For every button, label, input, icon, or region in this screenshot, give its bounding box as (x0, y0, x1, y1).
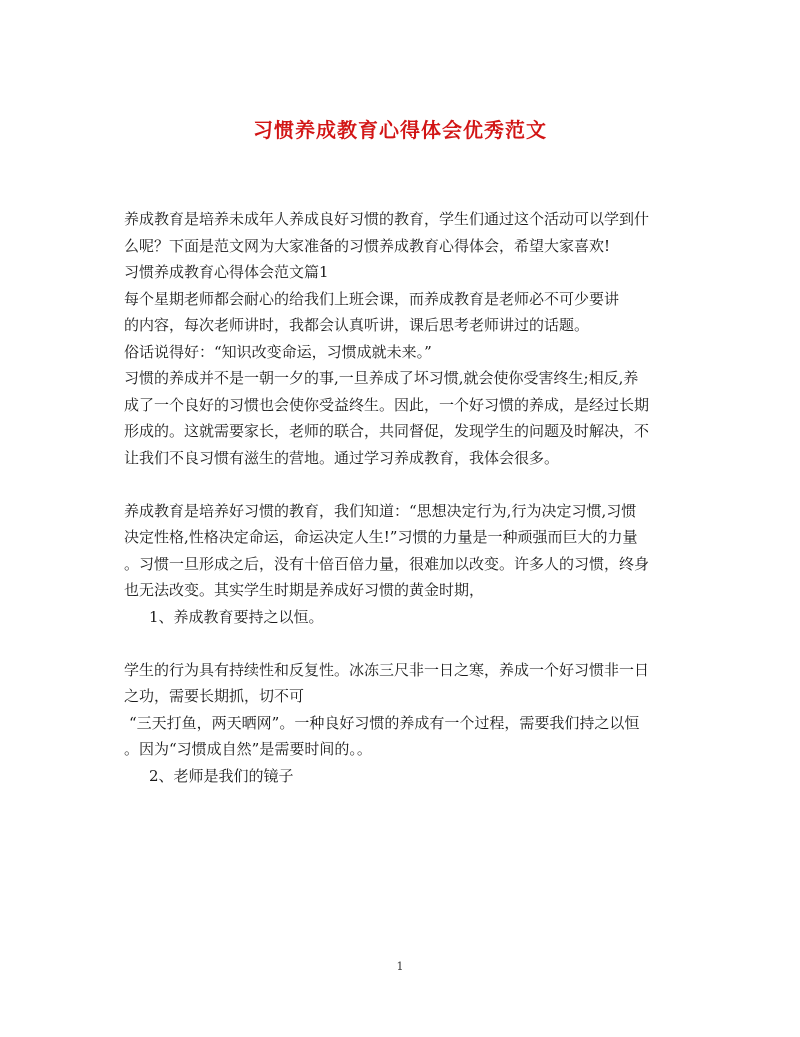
page-number: 1 (396, 960, 404, 973)
numbered-heading: 2、老师是我们的镜子 (149, 766, 294, 785)
paragraph-line: 让我们不良习惯有滋生的营地。通过学习养成教育，我体会很多。 (124, 448, 560, 467)
paragraph-gap (124, 630, 676, 657)
section-heading: 习惯养成教育心得体会范文篇1 (124, 263, 329, 281)
paragraph-line: 成了一个良好的习惯也会使你受益终生。因此，一个好习惯的养成，是经过长期 (124, 395, 650, 414)
paragraph-line: 形成的。这就需要家长，老师的联合，共同督促，发现学生的问题及时解决，不 (124, 422, 650, 440)
numbered-heading: 1、养成教育要持之以恒。 (149, 607, 324, 626)
paragraph-line: 每个星期老师都会耐心的给我们上班会课，而养成教育是老师必不可少要讲 (124, 289, 620, 308)
paragraph-line: “三天打鱼，两天晒网”。一种良好习惯的养成有一个过程，需要我们持之以恒 (129, 713, 640, 732)
paragraph-gap (124, 471, 676, 498)
paragraph-line: 。习惯一旦形成之后，没有十倍百倍力量，很难加以改变。许多人的习惯，终身 (124, 554, 650, 573)
paragraph-line: 。因为“习惯成自然”是需要时间的。。 (124, 740, 372, 758)
paragraph-line: 的内容，每次老师讲时，我都会认真听讲，课后思考老师讲过的话题。 (124, 316, 590, 334)
paragraph-line: 习惯的养成并不是一朝一夕的事,一旦养成了坏习惯,就会使你受害终生;相反,养 (124, 369, 639, 387)
paragraph-line: 养成教育是培养好习惯的教育，我们知道：“思想决定行为,行为决定习惯,习惯 (124, 501, 637, 520)
document-body (124, 206, 676, 789)
paragraph-line: 之功，需要长期抓，切不可 (124, 687, 305, 705)
paragraph-line: 么呢？下面是范文网为大家准备的习惯养成教育心得体会，希望大家喜欢! (124, 236, 611, 255)
paragraph-line: 养成教育是培养未成年人养成良好习惯的教育，学生们通过这个活动可以学到什 (124, 210, 650, 228)
paragraph-line: 俗话说得好：“知识改变命运，习惯成就未来。” (124, 342, 432, 361)
document-title: 习惯养成教育心得体会优秀范文 (253, 118, 547, 142)
paragraph-line: 学生的行为具有持续性和反复性。冰冻三尺非一日之寒，养成一个好习惯非一日 (124, 660, 650, 679)
paragraph-line: 也无法改变。其实学生时期是养成好习惯的黄金时期， (124, 581, 485, 599)
paragraph-line: 决定性格,性格决定命运，命运决定人生!”习惯的力量是一种顽强而巨大的力量 (124, 528, 638, 546)
